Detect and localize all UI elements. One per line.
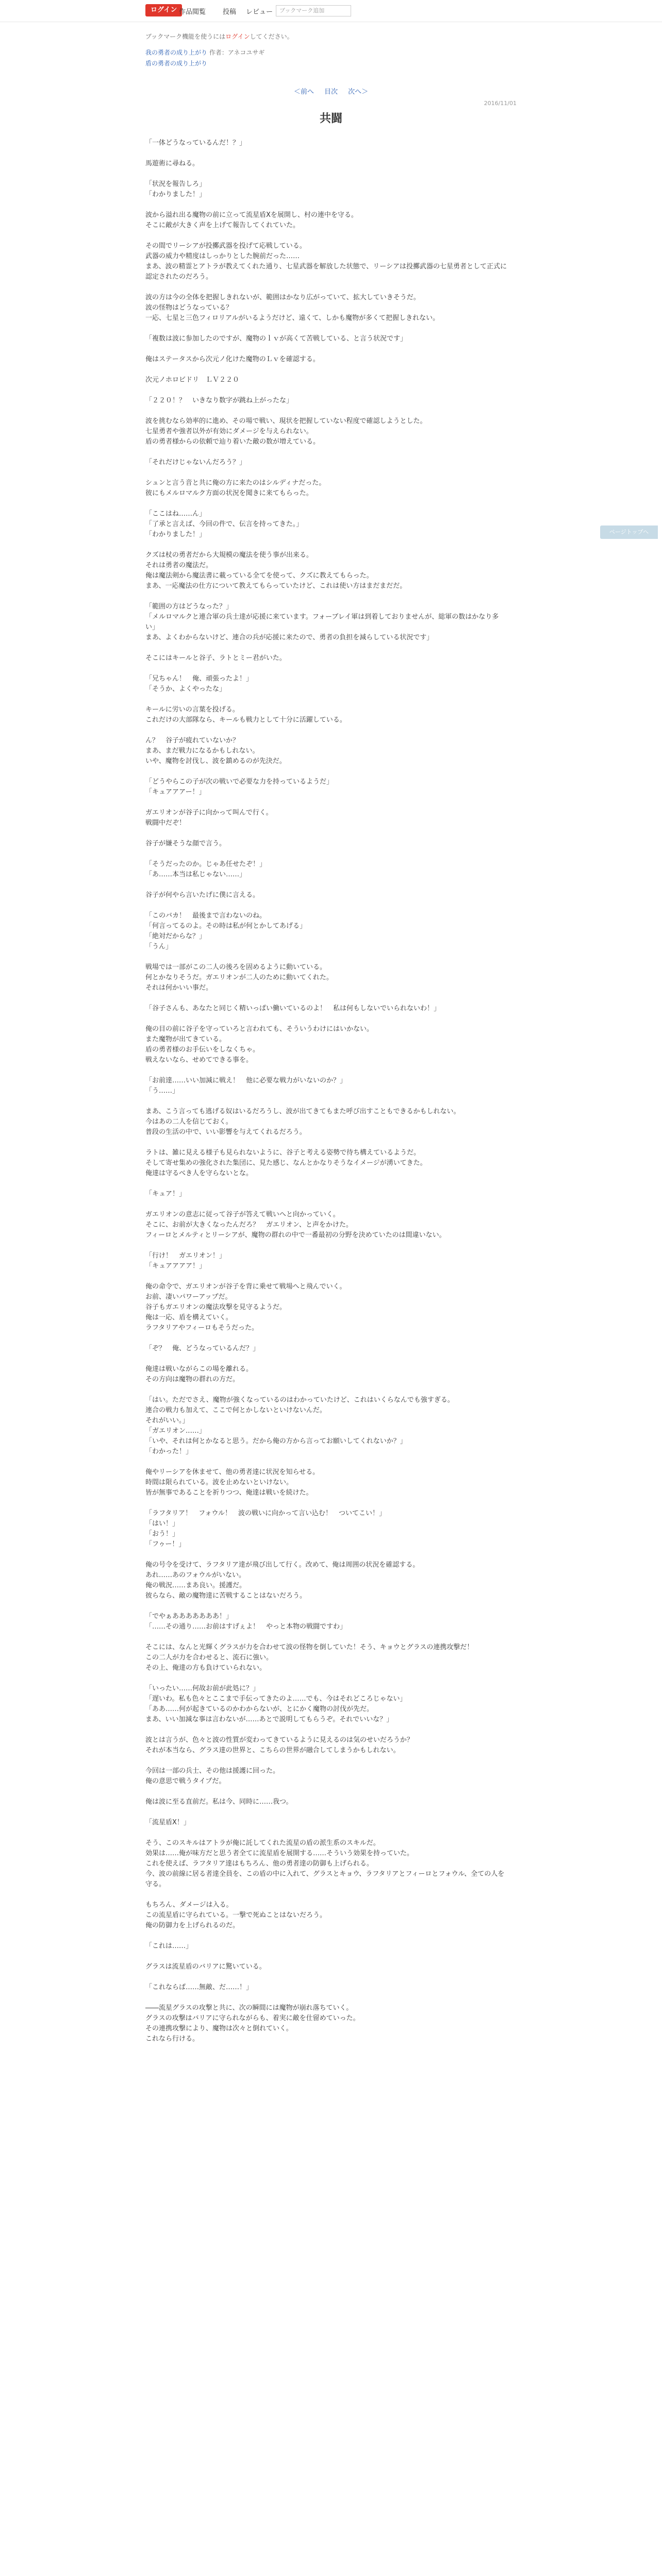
paragraph: 「お前達……いい加減に戦え！ 他に必要な戦力がいないのか？」 「う……」	[145, 1077, 347, 1095]
series-title[interactable]	[145, 48, 517, 57]
paragraph: そう、このスキルはアトラが俺に託してくれた流星の盾の派生系のスキルだ。 効果は……俺が味方だと思う者全てに流星盾を展開する……そういう効果を持っていた。 これを使えば、ラフタリア達はもちろん、他の勇者達の防御も上げられる。 今、波の前線に居る者達全員を、この盾の中に入れて、グラスとキョウ、ラフタリアとフィーロとフォウル、全ての人を守る。	[145, 1839, 505, 1888]
paragraph: 「ここはね……ん」 「了承と言えば、今回の件で、伝言を持ってきた。」 「わかりました！」	[145, 510, 303, 538]
paragraph: 「兄ちゃん！ 俺、頑張ったよ！」 「そうか、よくやったな」	[145, 675, 253, 693]
paragraph: 俺の号令を受けて、ラフタリア達が飛び出して行く。改めて、俺は周囲の状況を確認する。 あれ……あのフォウルがいない。 俺の戦況……まあ良い。援護だ。 彼らなら、敵の魔物達に苦戦することはないだろう。	[145, 1561, 420, 1600]
bookmark-add-box[interactable]: ブックマーク追加	[276, 5, 351, 16]
paragraph: 「ラフタリア！ フォウル！ 波の戦いに向かって言い込む！ ついてこい！」 「はい！」 「おう！」 「フゥー！」	[145, 1510, 386, 1548]
paragraph: 「行け！ ガエリオン！」 「キュアアアア！」	[145, 1252, 226, 1270]
paragraph: 俺達は戦いながらこの場を離れる。 その方向は魔物の群れの方だ。	[145, 1365, 253, 1383]
login-notice	[145, 32, 517, 41]
paragraph: 「流星盾X！」	[145, 1819, 190, 1826]
paragraph: 「これならば……無敵、だ……！」	[145, 1984, 253, 1991]
paragraph: グラスは流星盾のバリアに驚いている。	[145, 1963, 266, 1971]
paragraph: 「そうだったのか。じゃあ任せたぞ！」 「あ……本当は私じゃない……」	[145, 860, 267, 878]
paragraph: まあ、こう言っても逃げる奴はいるだろうし、波が出てきてもまた呼び出すこともできるかもしれない。 今はあの二人を信じておく。 普段の生活の中で、いい影響を与えてくれるだろう。	[145, 1108, 460, 1136]
paragraph: 「状況を報告しろ」 「わかりました！」	[145, 180, 206, 198]
paragraph: 「どうやらこの子が次の戦いで必要な力を持っているようだ」 「キュアアアー！」	[145, 778, 334, 796]
paragraph: 「２２０！？ いきなり数字が跳ね上がったな」	[145, 397, 293, 404]
main-content	[145, 22, 517, 2576]
paragraph: 馬遊術に尋ねる。	[145, 160, 200, 167]
paragraph: 「これは……」	[145, 1942, 193, 1950]
paragraph: ラトは、雑に見える様子も見られないように、谷子と考える姿勢で待ち構えているようだ。 そして寄せ集めの強化された集団に、見た感じ、なんとかなりそうなイメージが湧いてきた。 俺達は守るべき人を守らないとな。	[145, 1149, 427, 1177]
paragraph: 「このバカ！ 最後まで言わないのね。 「何言ってるのよ。その時は私が何とかしてあげる」 「絶対だからな？」 「うん」	[145, 912, 307, 951]
paragraph: 「でやぁあああああああ！」 「……その通り……お前はすげぇよ！ やっと本物の戦闘ですわ」	[145, 1613, 347, 1631]
prev-link[interactable]: ＜前へ	[293, 88, 314, 96]
nav-item-browse[interactable]: 作品閲覧	[179, 8, 206, 16]
novel-name[interactable]: 盾の勇者の成り上がり	[145, 60, 208, 67]
paragraph: 今回は一部の兵士、その他は援護に回った。 俺の意思で戦うタイプだ。	[145, 1767, 280, 1785]
paragraph: 「キュア！」	[145, 1190, 186, 1198]
paragraph: 波から溢れ出る魔物の前に立って流星盾Xを展開し、村の連中を守る。 そこに敵が大きく声を上げて報告してくれていた。	[145, 211, 358, 229]
paragraph: 「ぞ？ 俺、どうなっているんだ？」	[145, 1345, 260, 1352]
paragraph: 谷子が嫌そうな顔で言う。	[145, 840, 226, 848]
paragraph: もちろん、ダメージは入る。 この流星盾に守られている。一撃で死ぬことはないだろう。 俺の防御力を上げられるのだ。	[145, 1901, 327, 1929]
paragraph: 俺はステータスから次元ノ化けた魔物のＬｖを確認する。	[145, 355, 320, 363]
paragraph: 「はい。ただでさえ、魔物が強くなっているのはわかっていたけど、これはいくらなんでも強すぎる。 連合の戦力も加えて、ここで何とかしないといけないんだ。 それがいい。」 「ガエリオン……」 「いや、それは何とかなると思う。だから俺の方から言ってお願いしてくれないか？」 「わかった！」	[145, 1396, 454, 1455]
paragraph: 「それだけじゃないんだろう？」	[145, 459, 246, 466]
paragraph: 「一体どうなっているんだ！？」	[145, 139, 246, 147]
paragraph: 戦場では一部がこの二人の後ろを固めるように動いている。 何とかなりそうだ。ガエリオンが二人のために動いてくれた。 それは何かいい事だ。	[145, 963, 333, 992]
paragraph: シュンと言う音と共に俺の方に来たのはシルディナだった。 彼にもメルロマルク方面の状況を聞きに来てもらった。	[145, 479, 326, 497]
chapter-title: 共闘	[319, 112, 342, 125]
paragraph: 谷子が何やら言いたげに僕に言える。	[145, 891, 260, 899]
notice-login-link[interactable]: ログイン	[225, 33, 250, 40]
paragraph: ん？ 谷子が疲れていないか？ まあ、まだ戦力になるかもしれない。 いや、魔物を討伐し、波を鎮めるのが先決だ。	[145, 737, 286, 765]
login-button[interactable]: ログイン	[145, 4, 182, 16]
paragraph: そこには、なんと光輝くグラスが力を合わせて波の怪物を倒していた！そう、キョウとグラスの連携攻撃だ！ この二人が力を合わせると、流石に強い。 その上、俺達の方も負けていられない。	[145, 1643, 474, 1672]
paragraph: 次元ノホロビドリ ＬＶ２２０	[145, 376, 240, 384]
post-date: 2016/11/01	[484, 100, 517, 107]
paragraph: 「谷子さんも、あなたと同じく精いっぱい働いているのよ！ 私は何もしないでいられないわ！」	[145, 1005, 441, 1012]
paragraph: 波の方は今の全体を把握しきれないが、範囲はかなり広がっていて、拡大していきそうだ。 波の怪物はどうなっている？ 一応、七星と三色フィロリアルがいるようだけど、遠くて、しかも魔物が多くて把握しきれない。	[145, 294, 440, 322]
paragraph: 「複数は波に参加したのですが、魔物のｌｖが高くて苦戦している、と言う状況です」	[145, 335, 407, 343]
paragraph: 俺の命令で、ガエリオンが谷子を背に乗せて戦場へと飛んでいく。 お前、凄いパワーアップだ。 谷子もガエリオンの魔法攻撃を見守るようだ。 俺は一応、盾を構えていく。 ラフタリアやフィーロもそうだった。	[145, 1283, 346, 1332]
paragraph: 「いったい……何故お前が此処に？」 「遅いわ。私も色々とここまで手伝ってきたのよ……でも、今はそれどころじゃない」 「ああ……何が起きているのかわからないが、とにかく魔物の討伐が先だ。 まあ、いい加減な事は言わないが……あとで説明してもらうぞ。それでいいな？」	[145, 1685, 407, 1723]
pager-top	[145, 86, 517, 96]
top-bar	[0, 0, 662, 22]
notice-prefix: ブックマーク機能を使うには	[145, 33, 226, 40]
page-top-button[interactable]: ページトップへ	[600, 526, 658, 539]
novel-body	[145, 138, 508, 2044]
series-author: 作者：アネコユサギ	[209, 49, 265, 56]
paragraph: 俺の目の前に谷子を守っていろと言われても、そういうわけにはいかない。 また魔物が出てきている。 盾の勇者様のお手伝いをしなくちゃ。 戦えないなら、せめてできる事を。	[145, 1025, 374, 1064]
notice-suffix: してください。	[250, 33, 293, 40]
toc-link[interactable]: 目次	[324, 88, 338, 96]
paragraph: 俺は波に至る直前だ。私は今、同時に……我つ。	[145, 1798, 293, 1806]
paragraph: そこにはキールと谷子、ラトとミー君がいた。	[145, 654, 286, 662]
nav-item-post[interactable]: 投稿	[223, 8, 237, 16]
paragraph: 「範囲の方はどうなった？」 「メルロマルクと連合軍の兵士達が応援に来ています。フォーブレイ軍は到着しておりませんが、総軍の数はかなり多い」 まあ、よくわからないけど、連合の兵が応援に来たので、勇者の負担を減らしている状況です」	[145, 603, 499, 641]
paragraph: ――流星グラスの攻撃と共に、次の瞬間には魔物が崩れ落ちていく。 グラスの攻撃はバリアに守られながらも、着実に敵を仕留めていった。 その連携攻撃により、魔物は次々と倒れていく。 これなら行ける。	[145, 2004, 360, 2043]
series-title-text[interactable]: 我の勇者の成り上がり	[145, 49, 208, 56]
paragraph: その間でリーシアが投擲武器を投げて応戦している。 武器の威力や精度はしっかりとした腕前だった…… まあ、波の精霊とアトラが教えてくれた通り、七星武器を解放した状態で、リーシアは投擲武器の七星勇者として正式に認定されたのだろう。	[145, 242, 507, 281]
paragraph: クズは杖の勇者だから大規模の魔法を使う事が出来る。 それは勇者の魔法だ。 俺は魔法剣から魔法書に載っている全てを使って、クズに教えてもらった。 まあ、一応魔法の仕方について教えてもらっていたけど、これは使い方はまだまだだ。	[145, 551, 407, 590]
next-link[interactable]: 次へ＞	[348, 88, 369, 96]
nav-item-review[interactable]: レビュー	[246, 8, 273, 16]
paragraph: 波を挑むなら効率的に進め、その場で戦い、現状を把握していない程度で確認しようとした。 七星勇者や強者以外が有効にダメージを与えられない。 盾の勇者様からの依頼で辿り着いた敵の数が増えている。	[145, 417, 427, 446]
paragraph: ガエリオンの意志に従って谷子が答えて戦いへと向かっていく。 そこに、お前が大きくなったんだろ？ ガエリオン、と声をかけた。 フィーロとメルティとリーシアが、魔物の群れの中で一番最初の分野を決めていたのは間違いない。	[145, 1211, 446, 1239]
paragraph: キールに労いの言葉を投げる。 これだけの大部隊なら、キールも戦力として十分に活躍している。	[145, 706, 346, 724]
paragraph: ガエリオンが谷子に向かって叫んで行く。 戦闘中だぞ！	[145, 809, 273, 827]
paragraph: 俺やリーシアを休ませて、他の勇者達に状況を知らせる。 時間は限られている。波を止めないといけない。 皆が無事であることを祈りつつ、俺達は戦いを続けた。	[145, 1468, 320, 1497]
paragraph: 波とは言うが、色々と波の性質が変わってきているように見えるのは気のせいだろうか？ それが本当なら、グラス達の世界と、こちらの世界が融合してしまうかもしれない。	[145, 1736, 413, 1754]
